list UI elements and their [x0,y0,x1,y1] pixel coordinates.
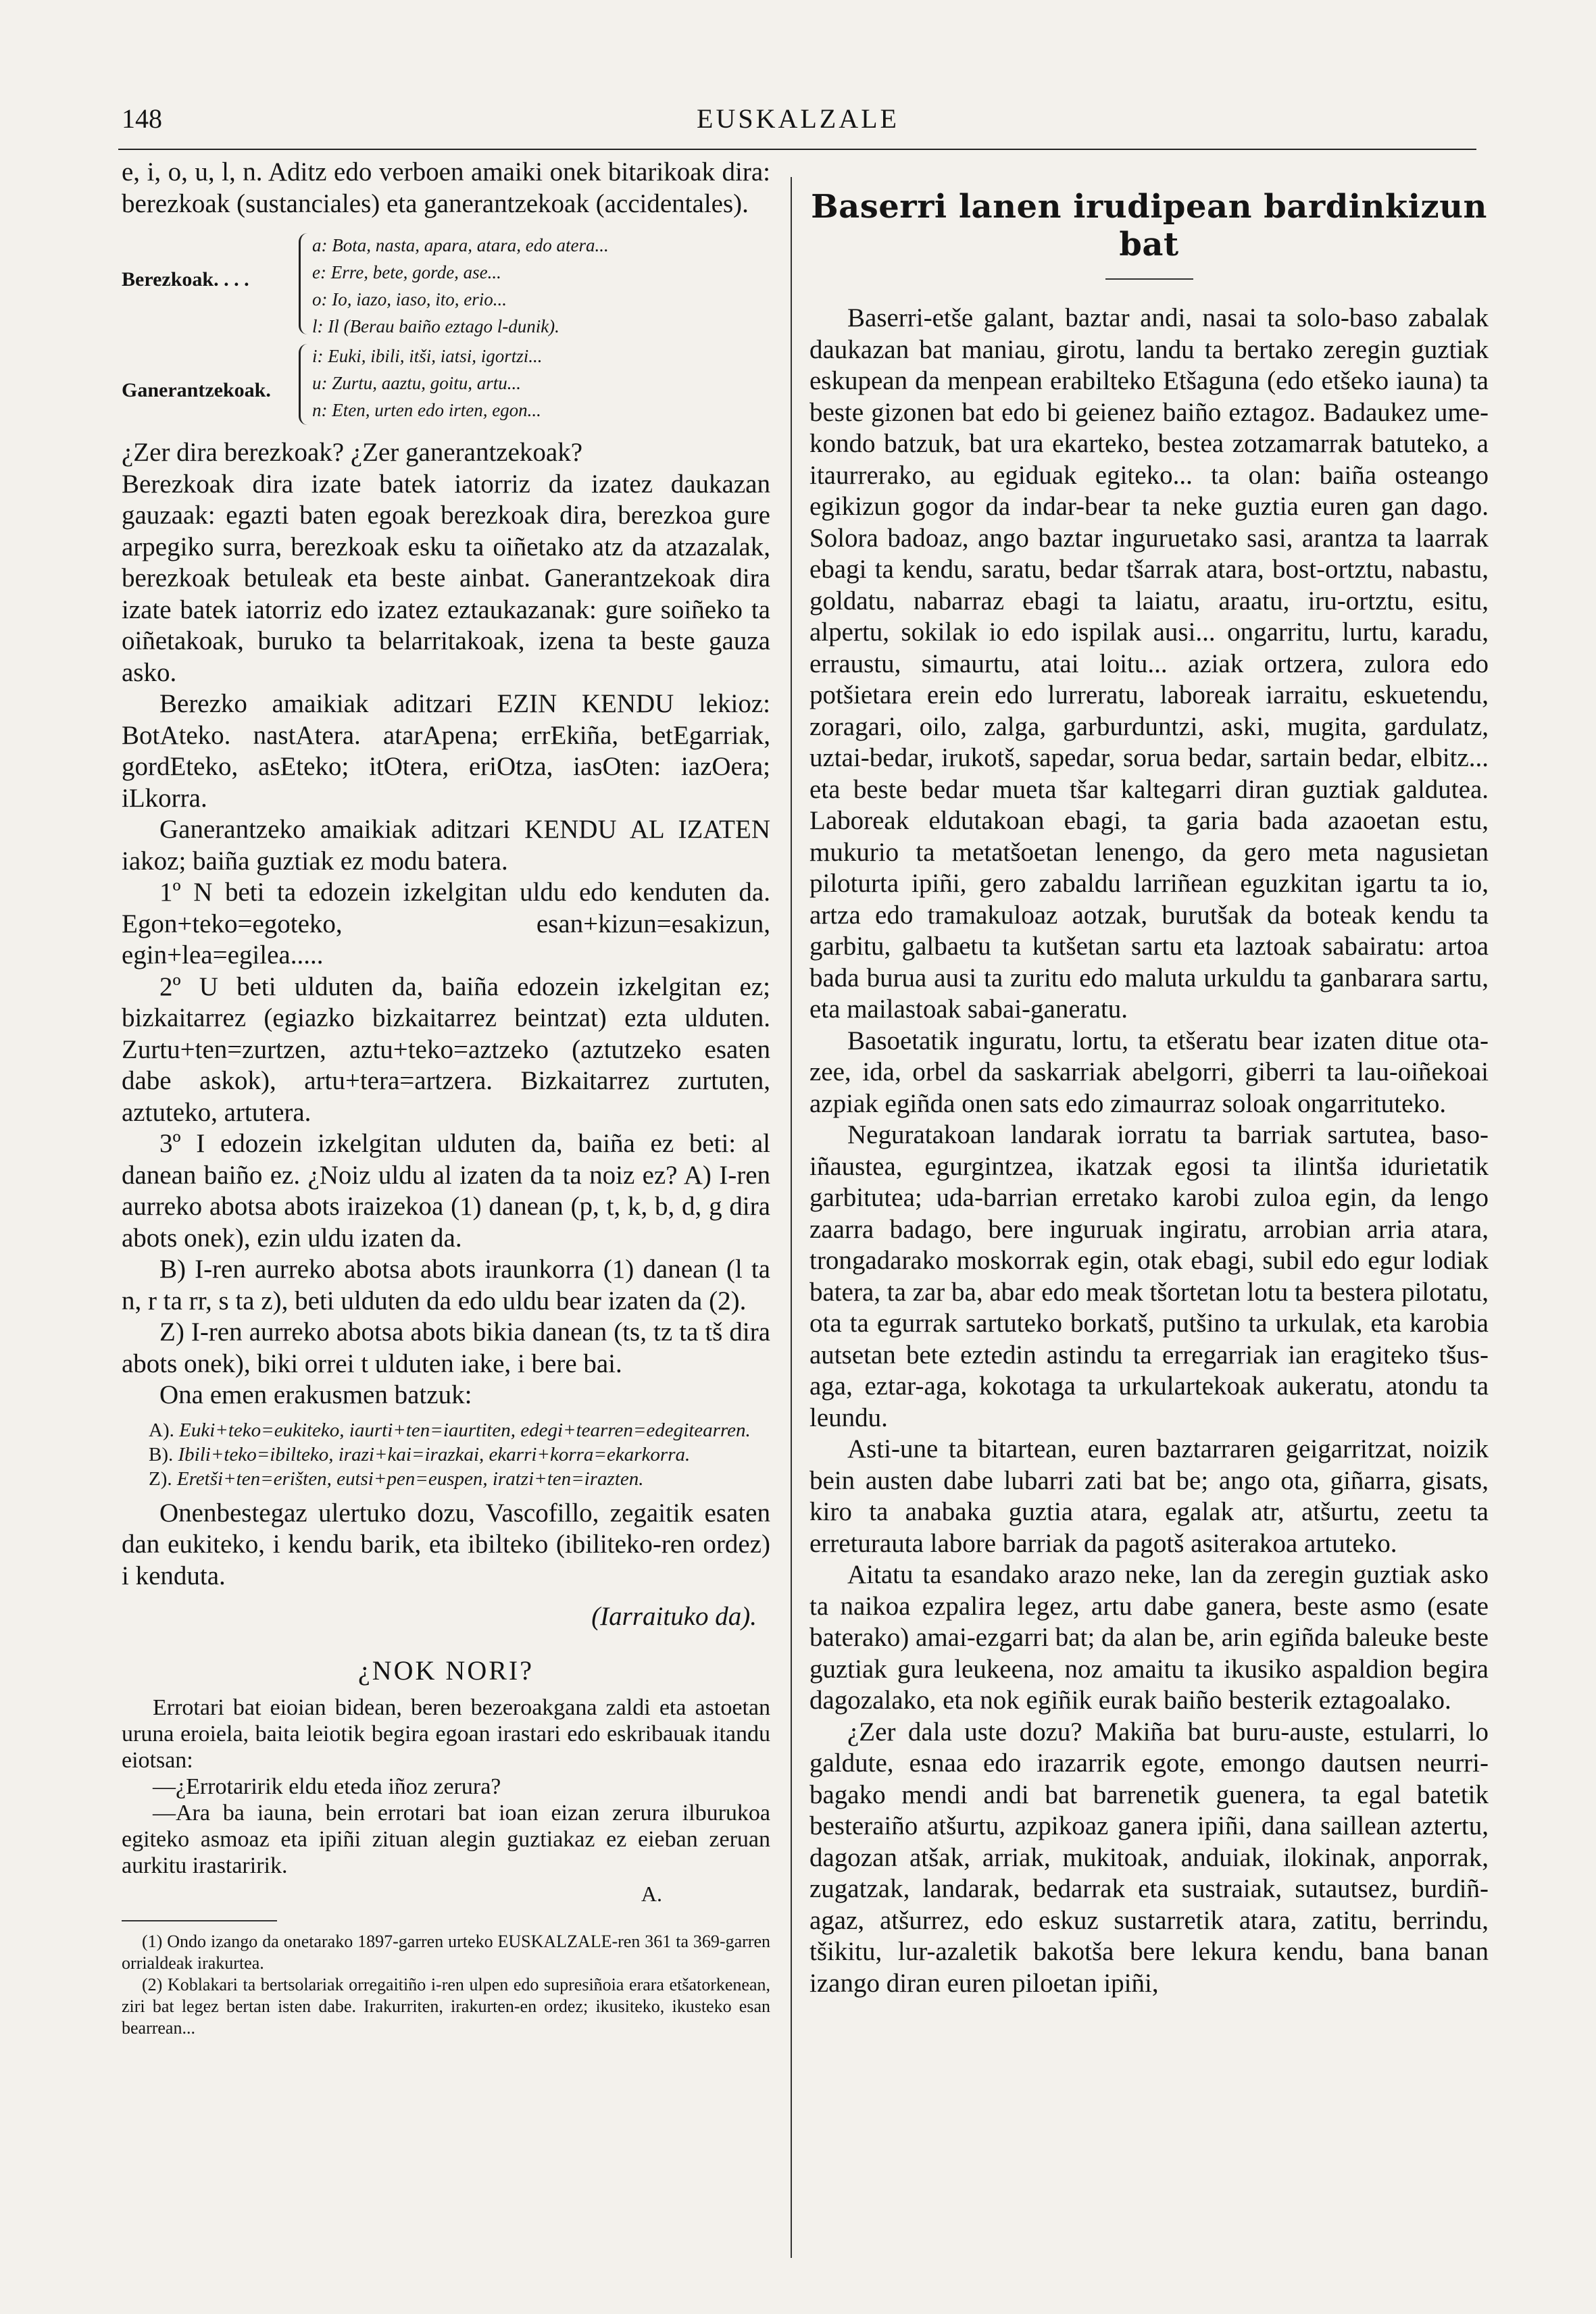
closing-paragraph: Onenbestegaz ulertuko dozu, Vascofillo, zegaitik esaten dan eukiteko, i kendu barik, eta ibilteko (ibiliteko-ren ordez) i kenduta. [122,1498,770,1590]
example-item [149,1418,770,1442]
example-tag: A). [149,1419,174,1441]
body-paragraph: 2º U beti ulduten da, baiña edozein izkelgitan ez; bizkaitarrez (egiazko bizkaitarrez beintzat) ezta ulduten. Zurtu+ten=zurtzen, aztu+teko=aztzeko (aztutzeko esaten dabe askok), artu+tera=artzera. Bizkaitarrez zurtuten, aztuteko, artutera. [122,972,770,1127]
body-paragraph: 1º N beti ta edozein izkelgitan uldu edo kenduten da. Egon+teko=egoteko, esan+kizun=esakizun, egin+lea=egilea..... [122,878,770,970]
body-paragraph: Baserri-etše galant, baztar andi, nasai ta solo-baso zabalak daukazan bat maniau, girotu, landu ta bertako zeregin guztiak eskupean da menpean erabilteko Etšaguna (edo etšeko iauna) ta beste gizonen bat edo bi geienez baiño eztagoz. Badaukez ume-kondo batzuk, bat ura ekarteko, bestea zotzamarrak batuteko, a itaurrerako, au egiduak egiteko... ta olan: baiña osteango egikizun gogor da indar-bear ta neke guztia euren gan dago. Solora badoaz, ango baztar inguruetako sasi, arantza ta laarrak ebagi ta kendu, saratu, bedar tšarrak atara, bost-ortztu, nabastu, goldatu, nabarraz ebagi ta laiatu, araatu, iru-ortztu, esitu, alpertu, sokilak io edo ispilak ausi... ongarritu, lurtu, karadu, erraustu, simaurtu, atai loitu... aziak ortzera, zulora edo potšietara erein edo lurreratu, laboreak iarraitu, eskuetendu, zoragari, oilo, zalga, garburduntzi, aski, mugita, gardulatz, uztai-bedar, irukotš, sapedar, sorua bedar, sartain bedar, elbitz... eta beste bedar mueta tšar kaltegarri diran guztiak galdutea. Laboreak eldutakoan ebagi, ta garia bada azaoetan estu, mukurio ta metatšoetan lenengo, da gero meta nagusietan piloturta ipiñi, gero zabaldu larriñean eguzkitan igartu ta io, artza edo tramakuloaz aotzak, burutšak da boteak kendu ta garbitu, galbaetu ta kutšetan sartu eta laztoak sabairatu: artoa bada burua ausi ta zuritu edo maluta urkuldu ta ganbarara sartu, eta mailastoak sabai-ganeratu. [809,303,1489,1024]
table-row: n: Eten, urten edo irten, egon... [312,400,541,420]
section-title: ¿NOK NORI? [358,1655,534,1686]
body-paragraph: Ona emen erakusmen batzuk: [159,1380,472,1409]
question-line: ¿Zer dira berezkoak? ¿Zer ganerantzekoak? [122,438,583,467]
body-paragraph: 3º I edozein izkelgitan ulduten da, baiña ez beti: al danean baiño ez. ¿Noiz uldu al izaten da ta noiz ez? A) I-ren aurreko abotsa abots iraizekoa (1) danean (p, t, k, b, d, g dira abots onek), ezin uldu izaten da. [122,1129,770,1253]
title-rule [1105,278,1193,280]
body-paragraph: ¿Zer dala uste dozu? Makiña bat buru-auste, estularri, lo galdute, esnaa edo irazarrik egote, emongo dautsen neurri-bagako mendi andi bat barrenetik guenera, ta egal batetik besteraiño atšurtu, azpikoaz ganera ipiñi, dana saillean aztertu, dagozan atšak, arriak, mukitoak, anduiak, ilokinak, anporrak, zugatzak, landarak, bedarrak eta sustraiak, sutautsez, burdiñ-agaz, atšurrez, edo eskuz sustarretik atara, zatitu, berrindu, tšikitu, lur-azaletik bakotša bere lekura kendu, bana banan izango diran euren piloetan ipiñi, [809,1717,1489,1998]
body-paragraph: B) I-ren aurreko abotsa abots iraunkorra (1) danean (l ta n, r ta rr, s ta z), beti ulduten da edo uldu bear izaten da (2). [122,1255,770,1315]
column-divider [791,177,792,2258]
right-column [809,188,1489,1999]
body-paragraph: Aitatu ta esandako arazo neke, lan da zeregin guztiak asko ta naikoa ezpalira legez, artu dabe ganera, beste asmo (esate baterako) amai-ezgarri bat; da alan be, arin egiñda baleuke beste guztiak gura leukeena, noz amaitu ta ikusiko aspaldion begira dagozalako, eta nok egiñik eurak baiño besterik eztagoalako. [809,1560,1489,1715]
story-signature: A. [641,1882,662,1906]
footnote-rule [122,1920,277,1921]
page-header [122,103,1474,143]
example-text: Ibili+teko=ibilteko, irazi+kai=irazkai, ekarri+korra=ekarkorra. [178,1443,691,1465]
example-text: Euki+teko=eukiteko, iaurti+ten=iaurtiten, edegi+tearren=edegitearren. [179,1419,751,1441]
left-column [122,157,770,2039]
table-row: e: Erre, bete, gorde, ase... [312,262,501,282]
intro-paragraph: e, i, o, u, l, n. Aditz edo verboen amaiki onek bitarikoak dira: berezkoak (sustanciales) eta ganerantzekoak (accidentales). [122,157,770,218]
story-paragraph: —Ara ba iauna, bein errotari bat ioan eizan zerura ilburukoa egiteko asmoaz eta ipiñi zituan alegin guztiakaz ez eieban zeruan aurkitu irastaririk. [122,1801,770,1878]
story-paragraph: Errotari bat eioian bidean, beren bezeroakgana zaldi eta astoetan uruna eroiela, baita leiotik begira egoan irastari edo eskribauak itandu eiotsan: [122,1695,770,1773]
example-tag: Z). [149,1467,172,1490]
body-paragraph: Basoetatik inguratu, lortu, ta etšeratu bear izaten ditue ota-zee, ida, orbel da saskarriak abelgorri, giberri ta lau-oiñekoai azpiak egiñda onen sats edo zimaurraz soloak ongarrituteko. [809,1026,1489,1118]
table-row: l: Il (Berau baiño eztago l-dunik). [312,316,559,336]
footnote: (1) Ondo izango da onetarako 1897-garren urteko EUSKALZALE-ren 361 ta 369-garren orrialdeak irakurtea. [122,1932,770,1973]
table-row: o: Io, iazo, iaso, ito, erio... [312,289,507,309]
body-paragraph: Z) I-ren aurreko abotsa abots bikia danean (ts, tz ta tš dira abots onek), biki orrei t ulduten iake, i bere bai. [122,1317,770,1378]
berezkoak-label: Berezkoak. . . . [122,268,249,291]
table-row: u: Zurtu, aaztu, goitu, artu... [312,373,522,393]
table-row: a: Bota, nasta, apara, atara, edo atera... [312,235,609,255]
article-title: Baserri lanen irudipean bardinkizun bat [811,188,1487,263]
signature: (Iarraituko da). [591,1602,757,1631]
body-paragraph: Berezkoak dira izate batek iatorriz da izatez daukazan gauzaak: egazti baten egoak berezkoak dira, berezkoa gure arpegiko surra, berezkoak esku ta oiñetako atz da atzazalak, berezkoak betuleak eta beste ainbat. Ganerantzekoak dira izate batek iatorriz edo izatez eztaukazanak: gure soiñeko ta oiñetakoak, buruko ta belarritakoak, izena ta beste gauza asko. [122,469,770,687]
example-text: Eretši+ten=erišten, eutsi+pen=euspen, iratzi+ten=irazten. [176,1467,644,1490]
example-item [149,1467,770,1491]
vowel-table [122,229,770,437]
story-paragraph: —¿Errotaririk eldu eteda iñoz zerura? [153,1774,501,1799]
header-rule [118,149,1476,150]
example-tag: B). [149,1443,174,1465]
berezkoak-brace [299,233,307,334]
footnote: (2) Koblakari ta bertsolariak orregaitiño i-ren ulpen edo supresiñoia erara etšatorkenean, ziri bat legez bertan isten dabe. Irakurriten, irakurten-en ordez; ikusiteko, ikusteko esan bearrean... [122,1975,770,2038]
ganerantzekoak-brace [299,344,307,425]
body-paragraph: Ganerantzeko amaikiak aditzari KENDU AL IZATEN iakoz; baiña guztiak ez modu batera. [122,815,770,876]
body-paragraph: Berezko amaikiak aditzari EZIN KENDU lekioz: BotAteko. nastAtera. atarApena; errEkiña, betEgarriak, gordEteko, asEteko; itOtera, eriOtza, iasOten: iazOera; iLkorra. [122,689,770,813]
ganerantzekoak-label: Ganerantzekoak. [122,379,271,401]
body-paragraph: Asti-une ta bitartean, euren baztarraren geigarritzat, noizik bein austen dabe lubarri zati bat be; ango ota, giñarra, gisats, kiro ta anabaka guztia atara, egalak atr, atšurtu, zeetu ta erreturauta labore barriak da pagotš asiterakoa artuteko. [809,1434,1489,1558]
table-row: i: Euki, ibili, itši, iatsi, igortzi... [312,346,543,366]
example-item [149,1442,770,1467]
page-number: 148 [122,103,162,134]
body-paragraph: Neguratakoan landarak iorratu ta barriak sartutea, baso-iñaustea, egurgintzea, ikatzak egosi ta ilintša idurietatik garbitutea; uda-barrian erretako karobi zuloa egin, da lengo zaarra badago, bere inguruak ingiratu, arrobian arria atara, trongadarako moskorrak egin, otak ebagi, subil edo egur lodiak batera, ta zar ba, abar edo meak tšortetan lotu ta bestera pilotatu, ota ta egurrak sartuteko borkatš, putšino ta urkulak, eta karobia autsetan bete eztedin astindu ta erregarriak ian eragiteko tšus-aga, eztar-aga, kokotaga ta urkulartekoak aukeratu, atondu ta leundu. [809,1120,1489,1432]
running-title: EUSKALZALE [697,103,899,134]
examples-block [149,1418,770,1491]
